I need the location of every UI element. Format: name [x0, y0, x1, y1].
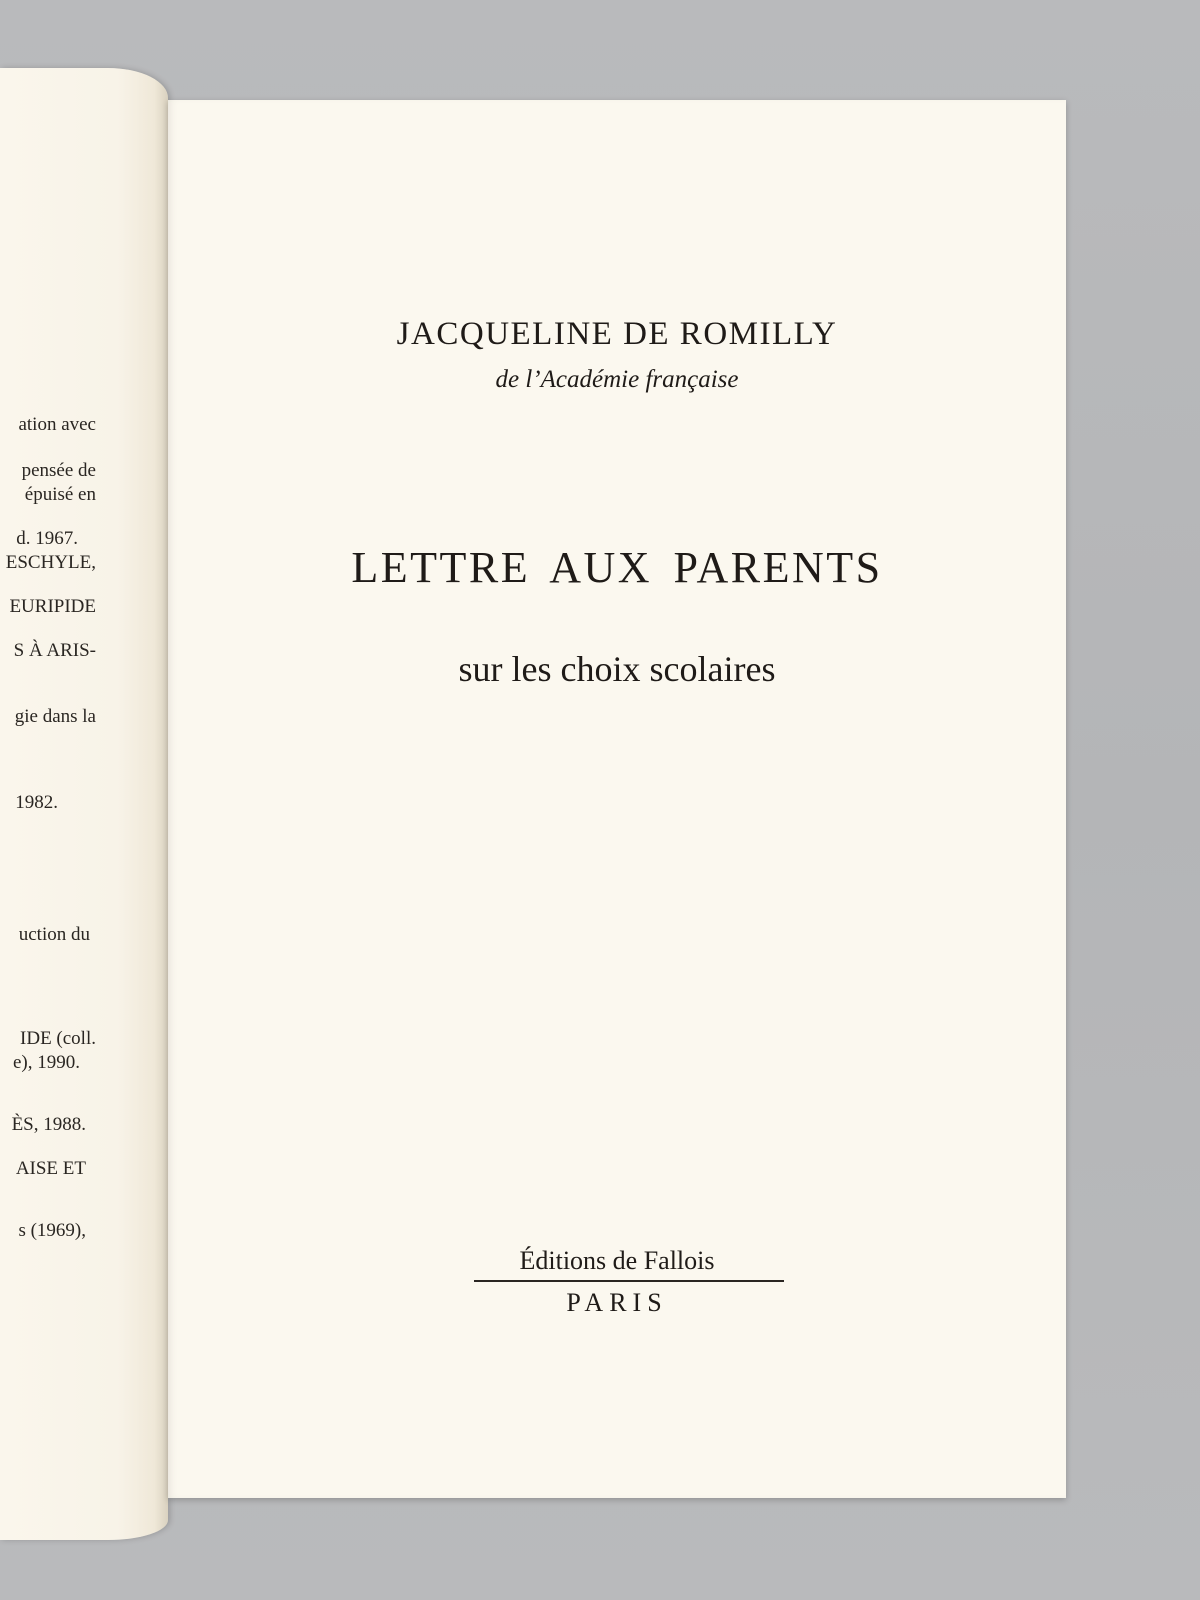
- book-subtitle: sur les choix scolaires: [458, 649, 776, 689]
- left-page-line: uction du: [18, 924, 90, 945]
- left-page-line: ÈS, 1988.: [11, 1114, 86, 1135]
- left-page-line: S À ARIS-: [13, 640, 96, 661]
- left-page-line: gie dans la: [14, 706, 96, 727]
- publisher-city: PARIS: [566, 1288, 668, 1317]
- left-page-line: AISE ET: [15, 1158, 86, 1179]
- author-affiliation: de l’Académie française: [495, 366, 739, 393]
- left-page-line: 1982.: [15, 792, 58, 813]
- left-page-line: ation avec: [18, 414, 96, 435]
- book-title: LETTRE AUX PARENTS: [351, 543, 883, 592]
- left-page-line: épuisé en: [24, 484, 96, 505]
- left-page-line: e), 1990.: [12, 1052, 80, 1073]
- left-page-line: d. 1967.: [16, 528, 78, 549]
- left-page-line: ESCHYLE,: [5, 552, 96, 573]
- title-page: [168, 100, 1066, 1498]
- publisher-divider: [474, 1280, 784, 1282]
- left-page-line: s (1969),: [18, 1220, 86, 1241]
- left-page-line: EURIPIDE: [9, 596, 96, 617]
- author-name: JACQUELINE DE ROMILLY: [396, 316, 838, 352]
- left-page: [0, 68, 168, 1540]
- publisher-name: Éditions de Fallois: [519, 1246, 715, 1275]
- left-page-line: IDE (coll.: [20, 1028, 96, 1049]
- left-page-line: pensée de: [21, 460, 96, 481]
